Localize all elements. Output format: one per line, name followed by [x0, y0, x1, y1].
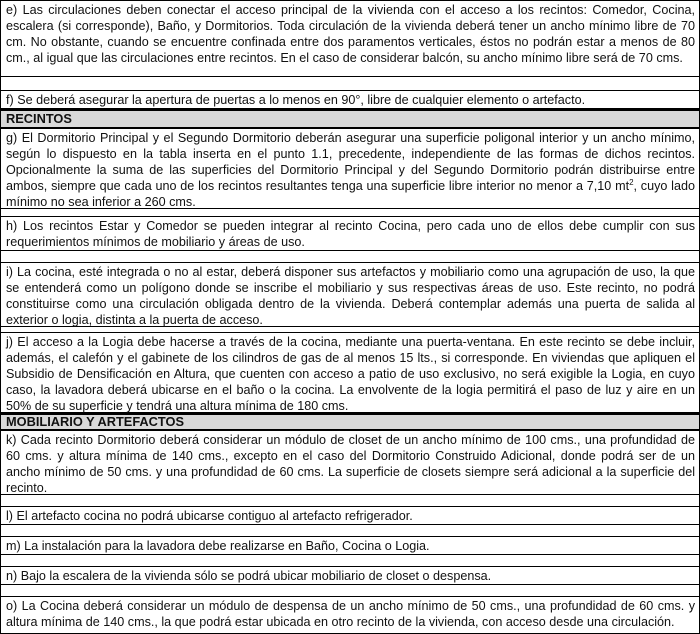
item-text [6, 130, 695, 210]
item-text: m) La instalación para la lavadora debe realizarse en Baño, Cocina o Logia. [6, 539, 430, 553]
item-text: h) Los recintos Estar y Comedor se pueden integrar al recinto Cocina, pero cada uno de ellos debe cumplir con sus requerimientos mínimos de mobiliario y áreas de uso. [6, 219, 695, 249]
spacer-row [1, 585, 699, 597]
item-n [1, 567, 699, 585]
item-text: k) Cada recinto Dormitorio deberá considerar un módulo de closet de un ancho mínimo de 100 cms., una profundidad de 60 cms. y altura mínima de 140 cms., excepto en el caso del Dormitorio Construido Adicional, donde podrá ser de un ancho mínimo de 50 cms. y una profundidad de 60 cms. La superficie de closets siempre será adicional a la superficie del recinto. [6, 433, 695, 495]
item-text: o) La Cocina deberá considerar un módulo de despensa de un ancho mínimo de 50 cms., una profundidad de 60 cms. y altura mínima de 140 cms., la que podrá estar ubicada en otro recinto de la vivienda, con acceso desde una circulación. [6, 599, 695, 629]
spacer-row [1, 495, 699, 507]
section-header-recintos [1, 109, 699, 129]
item-text-part: g) El Dormitorio Principal y el Segundo Dormitorio deberán asegurar una superficie poligonal interior y un ancho mínimo, según lo dispuesto en la tabla inserta en el punto 1.1, precedente, independiente de las formas de dichos recintos. Opcionalmente la suma de las superficies del Dormitorio Principal y del Segundo Dormitorio podrán distribuirse entre ambos, siempre que cada uno de los recintos resultantes tenga una superficie libre interior no menor a 7,10 mt [6, 131, 695, 193]
item-k [1, 431, 699, 495]
spacer-row [1, 555, 699, 567]
item-m [1, 537, 699, 555]
item-h [1, 217, 699, 251]
item-i [1, 263, 699, 327]
item-j [1, 333, 699, 413]
item-o [1, 597, 699, 633]
item-text: i) La cocina, esté integrada o no al estar, deberá disponer sus artefactos y mobiliario como una agrupación de uso, la que se entenderá como un polígono donde se inscribe el mobiliario y sus respectivas áreas de uso. Este recinto, no podrá constituirse como una circulación obligada dentro de la vivienda. Deberá contemplar además una puerta de salida al exterior o logia, distinta a la puerta de acceso. [6, 265, 695, 327]
section-header-mobiliario [1, 413, 699, 431]
superscript: 2 [629, 177, 634, 187]
item-text: j) El acceso a la Logia debe hacerse a través de la cocina, mediante una puerta-ventana. En este recinto se debe incluir, además, el calefón y el gabinete de los cilindros de gas de al menos 15 lts., si corresponde. En viviendas que apliquen el Subsidio de Densificación en Altura, que cuenten con acceso a patio de uso exclusivo, no será exigible la Logia, en cuyo caso, la lavadora deberá ubicarse en el baño o la cocina. La envolvente de la logia permitirá el paso de luz y aire en un 50% de su superficie y tendrá una altura mínima de 180 cms. [6, 335, 695, 413]
spacer-row [1, 77, 699, 91]
item-l [1, 507, 699, 525]
item-e [1, 1, 699, 77]
item-text: e) Las circulaciones deben conectar el acceso principal de la vivienda con el acceso a los recintos: Comedor, Cocina, escalera (si corresponde), Baño, y Dormitorios. Toda circulación de la vivienda deberá tener un ancho mínimo libre de 70 cm. No obstante, cuando se encuentre confinada entre dos paramentos verticales, éstos no podrán estar a menos de 80 cm., al igual que las circulaciones entre recintos. En el caso de considerar balcón, su ancho mínimo libre será de 70 cms. [6, 3, 695, 65]
section-title: RECINTOS [6, 111, 72, 126]
spacer-row [1, 251, 699, 263]
item-f [1, 91, 699, 109]
spacer-row [1, 209, 699, 217]
section-title: MOBILIARIO Y ARTEFACTOS [6, 414, 184, 429]
item-text: n) Bajo la escalera de la vivienda sólo se podrá ubicar mobiliario de closet o despensa. [6, 569, 492, 583]
item-text: l) El artefacto cocina no podrá ubicarse contiguo al artefacto refrigerador. [6, 509, 413, 523]
spacer-row [1, 525, 699, 537]
item-text: f) Se deberá asegurar la apertura de puertas a lo menos en 90°, libre de cualquier elemento o artefacto. [6, 93, 586, 107]
item-text-part: , cuyo lado mínimo no sea inferior a 260 cms. [6, 179, 695, 209]
item-g [1, 129, 699, 209]
